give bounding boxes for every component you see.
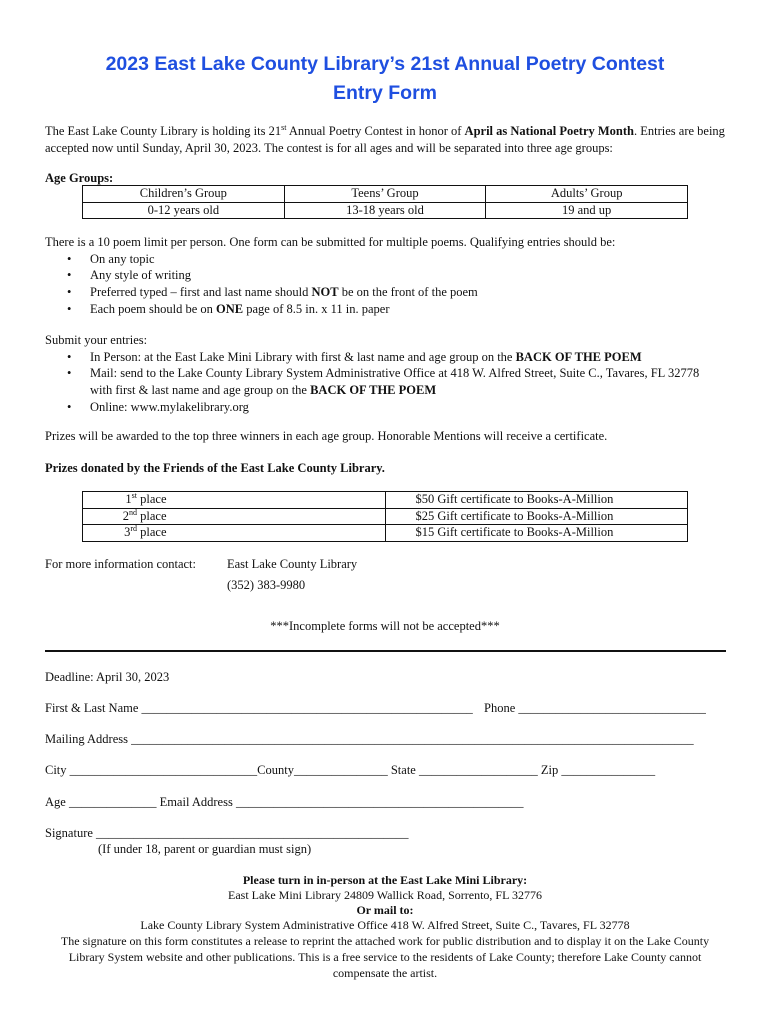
- incomplete-warning: ***Incomplete forms will not be accepted***: [270, 619, 500, 633]
- mini-library-address: East Lake Mini Library 24809 Wallick Road, Sorrento, FL 32776: [228, 888, 542, 902]
- table-row: [83, 508, 688, 525]
- table-row: [83, 186, 688, 203]
- prize-place: [83, 508, 386, 525]
- title-line-1: 2023 East Lake County Library’s 21st Annual Poetry Contest: [105, 53, 665, 75]
- age-line[interactable]: ______________: [68, 795, 157, 809]
- signature-label: Signature: [45, 826, 93, 840]
- submit-list: [45, 349, 725, 416]
- form-title: [0, 50, 770, 108]
- contact-name: East Lake County Library: [227, 557, 358, 571]
- place-word: place: [137, 508, 167, 523]
- state-line[interactable]: ___________________: [418, 763, 538, 777]
- prize-value: $50 Gift certificate to Books-A-Million: [385, 492, 688, 509]
- turn-in-heading: Please turn in in-person at the East Lake Mini Library:: [242, 873, 528, 887]
- intro-text-3: . Entries are being accepted now until Sunday, April 30, 2023. The contest is for all ages and will be separated into three age groups:: [45, 124, 725, 155]
- age-groups-label: Age Groups:: [45, 171, 114, 185]
- age-group-ages: 0-12 years old: [83, 202, 285, 219]
- age-group-name: Teens’ Group: [284, 186, 486, 203]
- intro-text-1: The East Lake County Library is holding its 21: [45, 124, 282, 138]
- submit-section: [45, 332, 725, 415]
- county-label: County: [257, 763, 294, 777]
- title-line-2: Entry Form: [332, 82, 437, 104]
- mailing-field[interactable]: [45, 731, 694, 747]
- prize-value: $15 Gift certificate to Books-A-Million: [385, 525, 688, 542]
- mailing-line[interactable]: __________________________________________________________________________________________: [131, 732, 694, 746]
- submit-bold: BACK OF THE POEM: [310, 382, 437, 397]
- zip-label: Zip: [540, 763, 559, 777]
- name-line[interactable]: _____________________________________________________: [141, 701, 473, 715]
- admin-office-address: Lake County Library System Administrative Office 418 W. Alfred Street, Suite C., Tavares, FL 32778: [140, 918, 630, 932]
- age-group-name: Adults’ Group: [486, 186, 688, 203]
- contact-phone: (352) 383-9980: [227, 578, 306, 592]
- submit-text: Online: www.mylakelibrary.org: [90, 399, 249, 414]
- rule-bold: NOT: [311, 284, 339, 299]
- place-suffix: st: [131, 490, 137, 500]
- list-item: [45, 284, 725, 301]
- age-label: Age: [45, 795, 66, 809]
- rule-text: On any topic: [90, 251, 155, 266]
- phone-field[interactable]: [484, 700, 706, 716]
- rule-text: be on the front of the poem: [338, 284, 478, 299]
- table-row: [83, 525, 688, 542]
- zip-line[interactable]: _______________: [561, 763, 656, 777]
- submit-intro: Submit your entries:: [45, 333, 148, 347]
- contact-label: For more information contact:: [45, 557, 197, 571]
- table-row: [83, 202, 688, 219]
- signature-field[interactable]: [45, 825, 409, 841]
- prize-place: [83, 492, 386, 509]
- or-mail-heading: Or mail to:: [356, 903, 414, 917]
- age-group-ages: 13-18 years old: [284, 202, 486, 219]
- place-suffix: nd: [129, 507, 137, 517]
- city-field[interactable]: [45, 762, 655, 778]
- rules-section: [45, 234, 725, 317]
- email-label: Email Address: [159, 795, 233, 809]
- name-field[interactable]: [45, 700, 473, 716]
- county-line[interactable]: _______________: [293, 763, 388, 777]
- rules-list: [45, 251, 725, 318]
- state-label: State: [390, 763, 416, 777]
- rule-bold: ONE: [216, 301, 244, 316]
- place-word: place: [137, 492, 167, 506]
- rules-intro: There is a 10 poem limit per person. One form can be submitted for multiple poems. Qualifying entries should be:: [45, 235, 616, 249]
- signature-note: (If under 18, parent or guardian must sign): [98, 842, 312, 856]
- phone-line[interactable]: ______________________________: [518, 701, 706, 715]
- signature-line[interactable]: __________________________________________________: [96, 826, 409, 840]
- list-item: [45, 267, 725, 284]
- divider: [45, 650, 726, 652]
- place-word: place: [137, 525, 167, 539]
- prizes-table: [82, 491, 688, 542]
- place-suffix: rd: [130, 523, 137, 533]
- age-group-name: Children’s Group: [83, 186, 285, 203]
- submit-bold: BACK OF THE POEM: [515, 349, 642, 364]
- intro-sup: st: [281, 122, 287, 132]
- city-line[interactable]: ______________________________: [69, 763, 258, 777]
- mailing-label: Mailing Address: [45, 732, 128, 746]
- age-groups-table: [82, 185, 688, 219]
- name-label: First & Last Name: [45, 701, 139, 715]
- prize-place: [83, 525, 386, 542]
- rule-text: Any style of writing: [90, 268, 192, 283]
- release-statement: The signature on this form constitutes a release to reprint the attached work for public distribution and to display it on the Lake County Library System website and other publications. This is a free service to the residents of Lake County; therefore Lake County cannot compensate the artist.: [60, 934, 710, 980]
- email-line[interactable]: ______________________________________________: [235, 795, 524, 809]
- rule-text: Preferred typed – first and last name should: [90, 284, 312, 299]
- age-group-ages: 19 and up: [486, 202, 688, 219]
- deadline: Deadline: April 30, 2023: [45, 670, 170, 684]
- submit-text: Mail: send to the Lake County Library System Administrative Office at 418 W. Alfred Street, Suite C., Tavares, FL 32778 with first & last name and age group on the: [90, 366, 700, 397]
- prize-value: $25 Gift certificate to Books-A-Million: [385, 508, 688, 525]
- place-number: 3: [124, 525, 131, 539]
- place-number: 2: [122, 508, 129, 523]
- list-item: [45, 301, 725, 318]
- intro-text-2: Annual Poetry Contest in honor of: [286, 124, 465, 138]
- table-row: [83, 492, 688, 509]
- submit-text: In Person: at the East Lake Mini Library with first & last name and age group on the: [90, 349, 516, 364]
- prizes-donated: Prizes donated by the Friends of the East Lake County Library.: [45, 461, 385, 475]
- city-label: City: [45, 763, 67, 777]
- list-item: [45, 399, 725, 416]
- prizes-text: Prizes will be awarded to the top three winners in each age group. Honorable Mentions will receive a certificate.: [45, 429, 608, 443]
- rule-text: Each poem should be on: [90, 301, 217, 316]
- list-item: [45, 365, 725, 398]
- rule-text: page of 8.5 in. x 11 in. paper: [243, 301, 390, 316]
- list-item: [45, 251, 725, 268]
- place-number: 1: [125, 492, 132, 506]
- age-email-field[interactable]: [45, 794, 523, 810]
- intro-paragraph: [45, 123, 725, 156]
- intro-bold: April as National Poetry Month: [464, 124, 634, 138]
- list-item: [45, 349, 725, 366]
- phone-label: Phone: [484, 701, 516, 715]
